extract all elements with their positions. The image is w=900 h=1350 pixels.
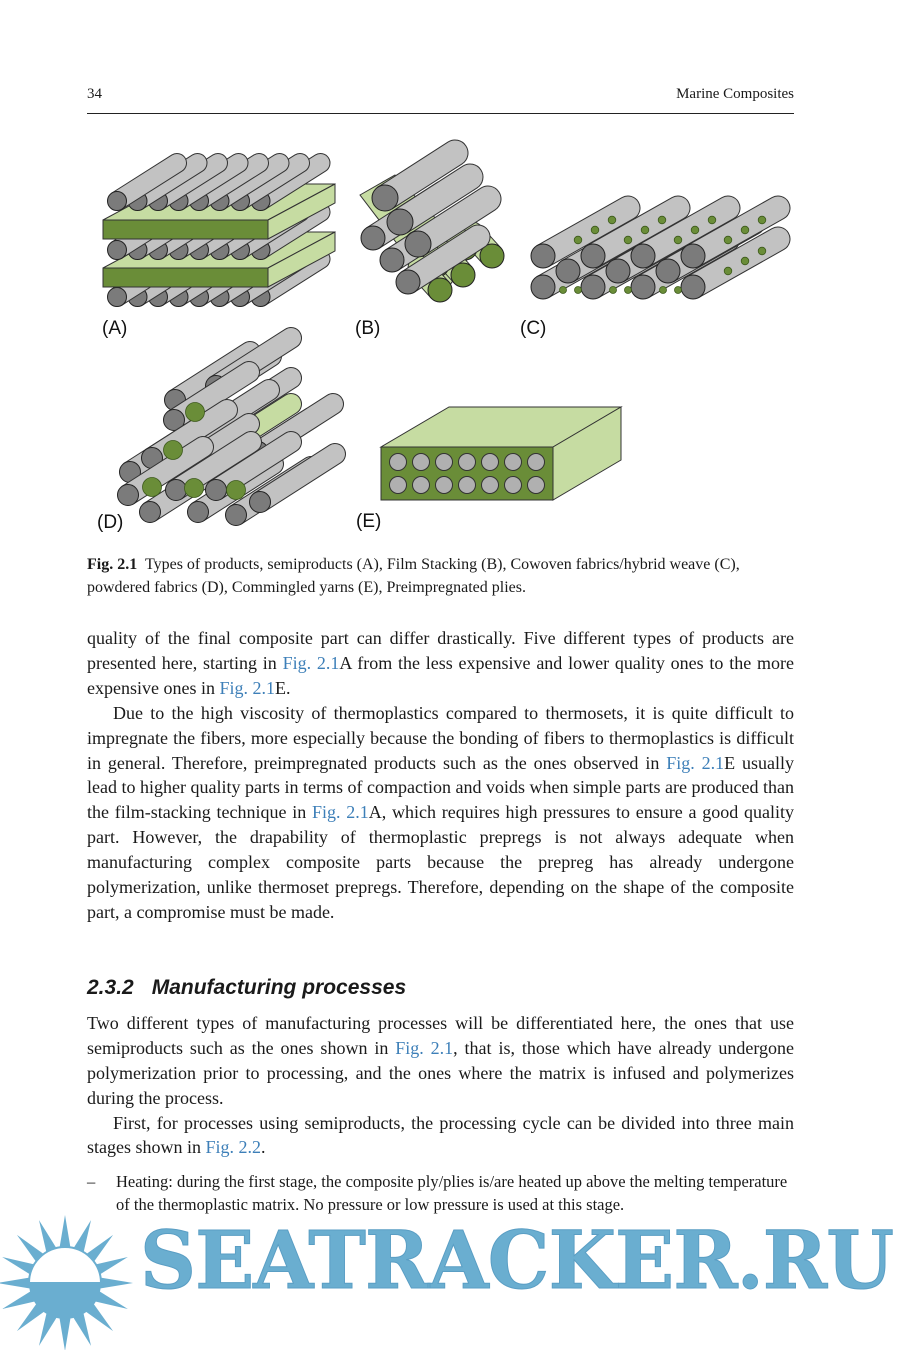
- fiber-end: [556, 259, 580, 283]
- fiber-end: [118, 485, 139, 506]
- matrix-dot: [675, 287, 682, 294]
- fiber-section: [459, 454, 476, 471]
- slab-front: [103, 268, 268, 287]
- matrix-dot: [608, 216, 616, 224]
- fiber-end: [656, 259, 680, 283]
- paragraph: [87, 1111, 794, 1161]
- watermark-text: SEATRACKER.RU: [140, 1213, 894, 1308]
- matrix-dot: [691, 226, 699, 234]
- fiber-end: [631, 244, 655, 268]
- fiber-section: [390, 477, 407, 494]
- text: Due to the high viscosity of thermoplastics compared to thermosets, it is quite difficult to impregnate the fibers, more especially because the bonding of fibers to thermoplastics is difficult in general. Therefore, preimpregnated products such as the ones observed in: [87, 702, 794, 773]
- figure-link[interactable]: Fig. 2.1: [282, 652, 340, 673]
- matrix-dot: [674, 236, 682, 244]
- fiber-end: [226, 505, 247, 526]
- bullet-item: [87, 1170, 794, 1216]
- body-text-1: [87, 626, 794, 925]
- running-title: Marine Composites: [676, 86, 794, 102]
- fiber-section: [482, 454, 499, 471]
- text: A from the less expensive and lower quality ones to the more expensive ones in: [87, 652, 794, 698]
- fiber-end: [108, 288, 127, 307]
- panel-label-e: (E): [356, 511, 382, 532]
- text: , that is, those which have already undergone polymerization prior to processing, and the ones where the matrix is infused and polymerizes during the process.: [87, 1037, 794, 1108]
- matrix-dot: [625, 287, 632, 294]
- page-header: [87, 86, 794, 114]
- text: A, which requires high pressures to ensure a good quality part. However, the drapability of thermoplastic prepregs is not always adequate when manufacturing complex composite parts because the prepreg has already undergone polymerization, unlike thermoset prepregs. Therefore, depending on the shape of the composite part, a compromise must be made.: [87, 802, 795, 922]
- fiber-end: [250, 492, 271, 513]
- text: E.: [274, 677, 291, 698]
- figure-link[interactable]: Fig. 2.2: [205, 1137, 262, 1158]
- fiber-section: [413, 454, 430, 471]
- matrix-dot: [610, 287, 617, 294]
- text: .: [261, 1137, 266, 1158]
- matrix-particle: [186, 403, 205, 422]
- fiber-section: [505, 454, 522, 471]
- figure-link[interactable]: Fig. 2.1: [395, 1037, 454, 1058]
- matrix-dot: [574, 236, 582, 244]
- fiber-end: [581, 275, 605, 299]
- fiber-section: [436, 477, 453, 494]
- body-text-2: [87, 1011, 794, 1160]
- caption-text: Types of products, semiproducts (A), Film Stacking (B), Cowoven fabrics/hybrid weave (C), powdered fabrics (D), Commingled yarns (E), Preimpregnated plies.: [87, 556, 740, 596]
- caption-label: Fig. 2.1: [87, 556, 138, 573]
- figure-link[interactable]: Fig. 2.1: [311, 802, 369, 823]
- matrix-dot: [758, 216, 766, 224]
- fiber-end: [396, 270, 420, 294]
- matrix-dot: [724, 236, 732, 244]
- fiber-section: [390, 454, 407, 471]
- paragraph: [87, 1011, 794, 1111]
- panel-label-b: (B): [355, 318, 381, 339]
- matrix-dot: [560, 287, 567, 294]
- fiber-end: [380, 248, 404, 272]
- bullet-dash: –: [87, 1172, 96, 1192]
- fiber-end: [531, 275, 555, 299]
- page-body: [87, 626, 894, 1308]
- fiber-section: [528, 477, 545, 494]
- fiber-end: [372, 185, 398, 211]
- matrix-particle: [227, 481, 246, 500]
- figure-caption: [87, 553, 794, 599]
- fiber-section: [459, 477, 476, 494]
- panel-label-a: (A): [102, 318, 128, 339]
- matrix-particle: [164, 441, 183, 460]
- fiber-end: [681, 275, 705, 299]
- page-number: 34: [87, 86, 102, 102]
- fiber-end: [531, 244, 555, 268]
- text: E usually lead to higher quality parts in terms of compaction and voids when simple parts are produced than the film-stacking technique in: [87, 752, 795, 823]
- panel-label-c: (C): [520, 318, 547, 339]
- paragraph: [87, 701, 794, 925]
- fiber-section: [436, 454, 453, 471]
- figure-link[interactable]: Fig. 2.1: [666, 752, 725, 773]
- section-title: Manufacturing processes: [151, 975, 407, 999]
- matrix-dot: [708, 216, 716, 224]
- slab-front: [103, 220, 268, 239]
- fiber-section: [505, 477, 522, 494]
- fiber-end: [681, 244, 705, 268]
- section-heading: [87, 975, 794, 1001]
- fiber-end: [140, 502, 161, 523]
- bullet-text: Heating: during the first stage, the composite ply/plies is/are heated up above the melting temperature of the thermoplastic matrix. No pressure or low pressure is used at this stage.: [116, 1172, 788, 1215]
- matrix-dot: [741, 226, 749, 234]
- fiber-section: [482, 477, 499, 494]
- matrix-dot: [575, 287, 582, 294]
- matrix-dot: [624, 236, 632, 244]
- panel-label-d: (D): [97, 512, 124, 533]
- text: quality of the final composite part can differ drastically. Five different types of products are presented here, starting in: [87, 628, 794, 673]
- matrix-dot: [758, 247, 766, 255]
- matrix-dot: [641, 226, 649, 234]
- matrix-dot: [741, 257, 749, 265]
- matrix-dot: [658, 216, 666, 224]
- figure-2-1: [0, 130, 900, 550]
- paragraph: [87, 626, 794, 701]
- fiber-end: [108, 241, 127, 260]
- matrix-particle: [185, 479, 204, 498]
- text: Two different types of manufacturing processes will be differentiated here, the ones that use semiproducts such as the ones shown in: [87, 1012, 794, 1058]
- fiber-end: [361, 226, 385, 250]
- fiber-end: [108, 192, 127, 211]
- fiber-section: [413, 477, 430, 494]
- matrix-dot: [591, 226, 599, 234]
- figure-link[interactable]: Fig. 2.1: [219, 677, 275, 698]
- fiber-end: [606, 259, 630, 283]
- matrix-dot: [660, 287, 667, 294]
- fiber-end: [206, 480, 227, 501]
- fiber-end: [387, 209, 413, 235]
- matrix-dot: [724, 267, 732, 275]
- matrix-particle: [143, 478, 162, 497]
- text: First, for processes using semiproducts, the processing cycle can be divided into three main stages shown in: [87, 1112, 794, 1158]
- section-number: 2.3.2: [87, 975, 134, 999]
- fiber-end: [581, 244, 605, 268]
- fiber-end: [405, 231, 431, 257]
- fiber-section: [528, 454, 545, 471]
- fiber-end: [188, 502, 209, 523]
- fiber-end: [166, 480, 187, 501]
- fiber-end: [631, 275, 655, 299]
